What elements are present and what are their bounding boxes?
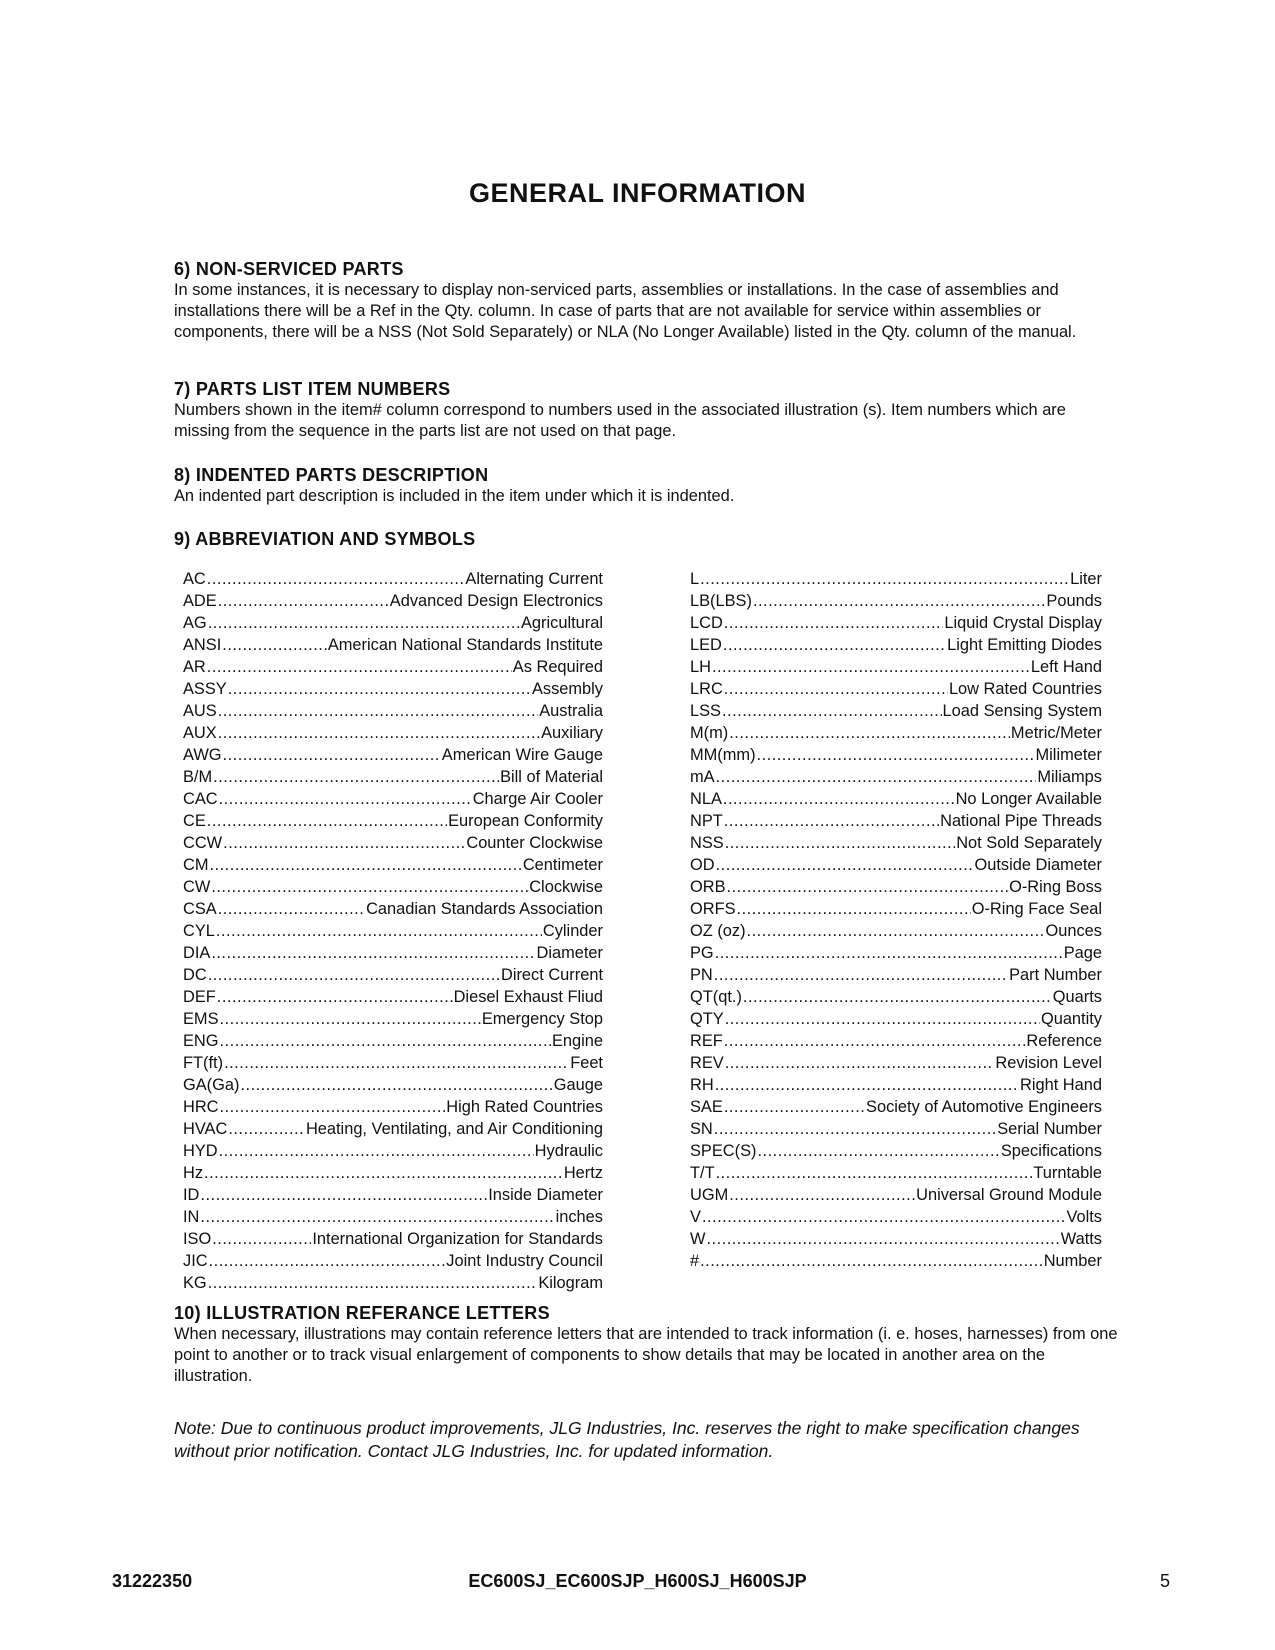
abbreviation-row: [183, 876, 603, 898]
abbreviation-row: [690, 634, 1102, 656]
abbreviation-row: [690, 986, 1102, 1008]
dot-leader: [222, 634, 327, 656]
abbreviation-code: QT(qt.): [690, 988, 742, 1006]
section-parts-list-item-numbers: [174, 378, 1124, 442]
abbreviation-row: [690, 854, 1102, 876]
abbreviation-row: [183, 898, 603, 920]
abbreviation-code: W: [690, 1230, 706, 1248]
abbreviation-code: JIC: [183, 1252, 208, 1270]
dot-leader: [712, 656, 1030, 678]
abbreviation-meaning: Inside Diameter: [488, 1186, 603, 1204]
dot-leader: [216, 920, 542, 942]
abbreviation-meaning: Centimeter: [522, 856, 603, 874]
abbreviation-code: AUX: [183, 724, 217, 742]
dot-leader: [729, 1184, 915, 1206]
abbreviation-meaning: Diesel Exhaust Fliud: [453, 988, 603, 1006]
abbreviation-code: M(m): [690, 724, 729, 742]
abbreviation-meaning: Right Hand: [1019, 1076, 1102, 1094]
abbreviation-code: mA: [690, 768, 715, 786]
abbreviation-row: [690, 1118, 1102, 1140]
dot-leader: [706, 1228, 1059, 1250]
abbreviation-meaning: inches: [555, 1208, 603, 1226]
section-body: When necessary, illustrations may contain reference letters that are intended to track information (i. e. hoses, harnesses) from one point to another or to track visual enlargement of components to show details that may be located in another area on the illustration.: [174, 1325, 1118, 1385]
section-illustration-reference-letters: [174, 1302, 1124, 1387]
abbreviation-row: [183, 964, 603, 986]
abbreviation-code: B/M: [183, 768, 213, 786]
abbreviation-meaning: O-Ring Face Seal: [971, 900, 1102, 918]
dot-leader: [207, 810, 447, 832]
dot-leader: [724, 1096, 865, 1118]
dot-leader: [218, 898, 365, 920]
section-heading: 8) INDENTED PARTS DESCRIPTION: [174, 465, 489, 485]
dot-leader: [743, 986, 1052, 1008]
dot-leader: [723, 788, 955, 810]
dot-leader: [220, 1008, 481, 1030]
abbreviation-code: AG: [183, 614, 207, 632]
dot-leader: [702, 1206, 1066, 1228]
dot-leader: [757, 744, 1035, 766]
abbreviation-row: [690, 876, 1102, 898]
abbreviation-code: LRC: [690, 680, 723, 698]
dot-leader: [715, 942, 1063, 964]
abbreviation-meaning: Low Rated Countries: [948, 680, 1102, 698]
abbreviation-code: CYL: [183, 922, 215, 940]
abbreviation-list-right: [690, 568, 1102, 1272]
abbreviation-code: AC: [183, 570, 206, 588]
abbreviation-meaning: Charge Air Cooler: [472, 790, 603, 808]
abbreviation-meaning: Quarts: [1052, 988, 1102, 1006]
abbreviation-code: MM(mm): [690, 746, 756, 764]
dot-leader: [714, 964, 1008, 986]
abbreviation-list-left: [183, 568, 603, 1294]
abbreviation-meaning: Serial Number: [997, 1120, 1102, 1138]
abbreviation-row: [183, 1096, 603, 1118]
dot-leader: [224, 1052, 569, 1074]
section-non-serviced-parts: [174, 258, 1124, 343]
abbreviation-meaning: Liter: [1070, 570, 1102, 588]
abbreviation-code: IN: [183, 1208, 200, 1226]
abbreviation-meaning: European Conformity: [448, 812, 603, 830]
abbreviation-row: [690, 920, 1102, 942]
abbreviation-code: LED: [690, 636, 722, 654]
abbreviation-meaning: Australia: [539, 702, 603, 720]
abbreviation-row: [690, 898, 1102, 920]
abbreviation-meaning: Revision Level: [995, 1054, 1102, 1072]
abbreviation-row: [183, 1118, 603, 1140]
abbreviation-meaning: Pounds: [1046, 592, 1102, 610]
abbreviation-code: T/T: [690, 1164, 715, 1182]
abbreviation-meaning: Canadian Standards Association: [366, 900, 603, 918]
abbreviation-row: [690, 942, 1102, 964]
abbreviation-meaning: High Rated Countries: [446, 1098, 603, 1116]
abbreviation-meaning: International Organization for Standards: [312, 1230, 603, 1248]
abbreviation-meaning: Miliamps: [1037, 768, 1102, 786]
abbreviation-row: [690, 656, 1102, 678]
abbreviation-meaning: O-Ring Boss: [1009, 878, 1102, 896]
abbreviation-code: CCW: [183, 834, 223, 852]
dot-leader: [220, 1030, 551, 1052]
dot-leader: [217, 986, 453, 1008]
dot-leader: [725, 1008, 1040, 1030]
abbreviation-meaning: Engine: [551, 1032, 603, 1050]
abbreviation-row: [183, 1206, 603, 1228]
abbreviation-code: #: [690, 1252, 700, 1270]
abbreviation-code: ADE: [183, 592, 217, 610]
abbreviation-meaning: Heating, Ventilating, and Air Conditioning: [305, 1120, 603, 1138]
dot-leader: [724, 612, 944, 634]
abbreviation-row: [690, 810, 1102, 832]
abbreviation-row: [183, 1250, 603, 1272]
dot-leader: [211, 876, 528, 898]
abbreviation-code: NSS: [690, 834, 724, 852]
section-body: In some instances, it is necessary to display non-serviced parts, assemblies or installations. In the case of assemblies and installations there will be a Ref in the Qty. column. In case of parts that are not available for service within assemblies or components, there will be a NSS (Not Sold Separately) or NLA (No Longer Available) listed in the Qty. column of the manual.: [174, 281, 1077, 341]
abbreviation-meaning: Load Sensing System: [942, 702, 1102, 720]
abbreviation-meaning: Outside Diameter: [974, 856, 1102, 874]
abbreviation-code: AUS: [183, 702, 217, 720]
abbreviation-row: [690, 832, 1102, 854]
dot-leader: [209, 1250, 446, 1272]
abbreviation-meaning: Advanced Design Electronics: [389, 592, 603, 610]
abbreviation-code: ASSY: [183, 680, 227, 698]
footer-doc-number: 31222350: [112, 1571, 193, 1591]
abbreviation-code: FT(ft): [183, 1054, 224, 1072]
abbreviation-row: [690, 1250, 1102, 1272]
abbreviation-row: [183, 1140, 603, 1162]
abbreviation-code: HVAC: [183, 1120, 228, 1138]
abbreviation-meaning: Number: [1043, 1252, 1102, 1270]
section-heading: 6) NON-SERVICED PARTS: [174, 259, 404, 279]
abbreviation-code: ID: [183, 1186, 200, 1204]
abbreviation-code: GA(Ga): [183, 1076, 240, 1094]
abbreviation-code: CE: [183, 812, 206, 830]
abbreviation-meaning: Counter Clockwise: [466, 834, 603, 852]
dot-leader: [210, 854, 522, 876]
dot-leader: [753, 590, 1045, 612]
footer-page-number: 5: [1160, 1571, 1171, 1591]
abbreviation-meaning: Liquid Crystal Display: [944, 614, 1102, 632]
abbreviation-row: [690, 1052, 1102, 1074]
abbreviation-code: CM: [183, 856, 209, 874]
abbreviation-meaning: Reference: [1026, 1032, 1102, 1050]
abbreviation-meaning: Direct Current: [500, 966, 603, 984]
dot-leader: [228, 1118, 305, 1140]
dot-leader: [724, 678, 948, 700]
abbreviation-meaning: Gauge: [553, 1076, 603, 1094]
abbreviation-row: [690, 590, 1102, 612]
abbreviation-row: [183, 832, 603, 854]
dot-leader: [220, 1096, 446, 1118]
dot-leader: [223, 832, 465, 854]
abbreviation-code: LH: [690, 658, 711, 676]
abbreviation-row: [183, 700, 603, 722]
dot-leader: [240, 1074, 552, 1096]
abbreviation-code: CAC: [183, 790, 218, 808]
abbreviation-row: [690, 612, 1102, 634]
dot-leader: [747, 920, 1045, 942]
abbreviation-code: SPEC(S): [690, 1142, 757, 1160]
abbreviation-meaning: Light Emitting Diodes: [947, 636, 1102, 654]
abbreviation-meaning: Quantity: [1040, 1010, 1102, 1028]
abbreviation-row: [183, 1272, 603, 1294]
dot-leader: [700, 1250, 1043, 1272]
abbreviation-meaning: Hydraulic: [534, 1142, 603, 1160]
abbreviation-row: [183, 854, 603, 876]
abbreviation-row: [690, 568, 1102, 590]
abbreviation-code: LCD: [690, 614, 723, 632]
abbreviation-code: REV: [690, 1054, 724, 1072]
abbreviation-code: AR: [183, 658, 206, 676]
abbreviation-code: CW: [183, 878, 211, 896]
dot-leader: [724, 1030, 1026, 1052]
abbreviation-code: HYD: [183, 1142, 218, 1160]
dot-leader: [729, 722, 1010, 744]
dot-leader: [200, 1206, 554, 1228]
abbreviation-meaning: American National Standards Institute: [327, 636, 603, 654]
section-body: An indented part description is included in the item under which it is indented.: [174, 487, 735, 505]
abbreviation-row: [183, 1074, 603, 1096]
section-indented-parts-description: [174, 464, 1124, 507]
abbreviation-row: [183, 788, 603, 810]
dot-leader: [207, 568, 465, 590]
abbreviation-meaning: Universal Ground Module: [916, 1186, 1102, 1204]
abbreviation-row: [183, 1008, 603, 1030]
dot-leader: [737, 898, 971, 920]
dot-leader: [204, 1162, 563, 1184]
dot-leader: [716, 854, 974, 876]
abbreviation-row: [183, 920, 603, 942]
abbreviation-row: [183, 1228, 603, 1250]
abbreviation-code: AWG: [183, 746, 222, 764]
dot-leader: [208, 1272, 538, 1294]
abbreviation-meaning: Milimeter: [1035, 746, 1102, 764]
abbreviation-meaning: Kilogram: [538, 1274, 603, 1292]
abbreviation-row: [690, 722, 1102, 744]
abbreviation-code: SN: [690, 1120, 713, 1138]
abbreviation-meaning: Metric/Meter: [1010, 724, 1102, 742]
dot-leader: [219, 788, 472, 810]
abbreviation-code: ORB: [690, 878, 726, 896]
abbreviation-meaning: Left Hand: [1030, 658, 1102, 676]
abbreviation-meaning: Alternating Current: [465, 570, 603, 588]
abbreviation-row: [690, 1140, 1102, 1162]
abbreviation-code: DEF: [183, 988, 216, 1006]
abbreviation-code: RH: [690, 1076, 714, 1094]
abbreviation-meaning: Turntable: [1033, 1164, 1102, 1182]
abbreviation-row: [183, 744, 603, 766]
dot-leader: [218, 700, 539, 722]
abbreviation-meaning: No Longer Available: [955, 790, 1102, 808]
abbreviation-row: [690, 700, 1102, 722]
abbreviation-code: EMS: [183, 1010, 219, 1028]
abbreviation-code: UGM: [690, 1186, 729, 1204]
abbreviation-code: DC: [183, 966, 207, 984]
section-body: Numbers shown in the item# column correspond to numbers used in the associated illustration (s). Item numbers which are missing from the sequence in the parts list are not used on that page.: [174, 401, 1066, 440]
abbreviation-row: [690, 1162, 1102, 1184]
dot-leader: [213, 766, 499, 788]
abbreviation-meaning: Volts: [1066, 1208, 1102, 1226]
dot-leader: [725, 1052, 995, 1074]
abbreviation-code: V: [690, 1208, 701, 1226]
abbreviation-row: [690, 788, 1102, 810]
dot-leader: [715, 1074, 1019, 1096]
abbreviation-code: LB(LBS): [690, 592, 752, 610]
abbreviation-meaning: Society of Automotive Engineers: [866, 1098, 1102, 1116]
abbreviation-code: LSS: [690, 702, 721, 720]
dot-leader: [725, 832, 956, 854]
page-title: GENERAL INFORMATION: [469, 178, 806, 208]
dot-leader: [757, 1140, 999, 1162]
abbreviation-code: OD: [690, 856, 715, 874]
abbreviation-meaning: National Pipe Threads: [940, 812, 1102, 830]
section-heading: 10) ILLUSTRATION REFERANCE LETTERS: [174, 1303, 550, 1323]
abbreviation-meaning: Not Sold Separately: [956, 834, 1102, 852]
abbreviation-row: [690, 1074, 1102, 1096]
abbreviation-code: ANSI: [183, 636, 222, 654]
abbreviation-row: [690, 1008, 1102, 1030]
dot-leader: [727, 876, 1009, 898]
dot-leader: [211, 942, 535, 964]
abbreviation-code: QTY: [690, 1010, 724, 1028]
abbreviation-row: [690, 744, 1102, 766]
abbreviation-meaning: Emergency Stop: [481, 1010, 603, 1028]
dot-leader: [228, 678, 531, 700]
abbreviation-row: [183, 612, 603, 634]
abbreviation-row: [690, 1228, 1102, 1250]
abbreviation-meaning: Page: [1063, 944, 1102, 962]
abbreviation-code: NLA: [690, 790, 722, 808]
abbreviation-code: NPT: [690, 812, 723, 830]
abbreviation-meaning: American Wire Gauge: [441, 746, 603, 764]
abbreviation-row: [183, 1052, 603, 1074]
abbreviation-code: DIA: [183, 944, 211, 962]
abbreviation-row: [183, 810, 603, 832]
abbreviation-code: PN: [690, 966, 713, 984]
dot-leader: [200, 1184, 487, 1206]
dot-leader: [207, 656, 512, 678]
abbreviation-meaning: Part Number: [1009, 966, 1102, 984]
abbreviation-meaning: Feet: [570, 1054, 603, 1072]
abbreviation-row: [183, 986, 603, 1008]
section-heading: 7) PARTS LIST ITEM NUMBERS: [174, 379, 451, 399]
abbreviation-code: OZ (oz): [690, 922, 746, 940]
abbreviation-row: [183, 1162, 603, 1184]
abbreviation-meaning: Diameter: [536, 944, 603, 962]
abbreviation-code: L: [690, 570, 700, 588]
abbreviation-row: [183, 1030, 603, 1052]
abbreviation-meaning: Agricultural: [521, 614, 603, 632]
dot-leader: [223, 744, 441, 766]
abbreviation-row: [183, 942, 603, 964]
abbreviation-code: ISO: [183, 1230, 212, 1248]
abbreviation-meaning: Bill of Material: [500, 768, 603, 786]
abbreviation-meaning: Ounces: [1045, 922, 1102, 940]
abbreviation-meaning: Assembly: [531, 680, 603, 698]
dot-leader: [714, 1118, 996, 1140]
dot-leader: [723, 634, 946, 656]
abbreviation-row: [183, 678, 603, 700]
abbreviation-meaning: Auxiliary: [541, 724, 603, 742]
dot-leader: [722, 700, 942, 722]
abbreviation-row: [690, 964, 1102, 986]
abbreviation-meaning: Specifications: [1000, 1142, 1102, 1160]
abbreviation-row: [183, 1184, 603, 1206]
dot-leader: [218, 590, 389, 612]
abbreviation-code: Hz: [183, 1164, 204, 1182]
abbreviation-code: CSA: [183, 900, 217, 918]
abbreviation-row: [183, 590, 603, 612]
abbreviation-meaning: As Required: [512, 658, 603, 676]
abbreviation-meaning: Joint Industry Council: [446, 1252, 603, 1270]
abbreviation-row: [183, 722, 603, 744]
dot-leader: [218, 722, 540, 744]
abbreviation-row: [690, 678, 1102, 700]
abbreviation-meaning: Clockwise: [529, 878, 603, 896]
dot-leader: [716, 766, 1037, 788]
abbreviation-row: [183, 766, 603, 788]
abbreviation-row: [690, 1184, 1102, 1206]
abbreviation-code: PG: [690, 944, 714, 962]
abbreviation-code: ORFS: [690, 900, 736, 918]
abbreviation-code: HRC: [183, 1098, 219, 1116]
abbreviation-row: [183, 568, 603, 590]
abbreviation-meaning: Watts: [1060, 1230, 1102, 1248]
dot-leader: [219, 1140, 534, 1162]
dot-leader: [700, 568, 1069, 590]
note: Note: Due to continuous product improvements, JLG Industries, Inc. reserves the right to make specification changes without prior notification. Contact JLG Industries, Inc. for updated information.: [174, 1418, 1080, 1461]
section-heading: 9) ABBREVIATION AND SYMBOLS: [174, 529, 476, 549]
abbreviation-row: [690, 1030, 1102, 1052]
abbreviation-code: KG: [183, 1274, 207, 1292]
abbreviation-row: [183, 634, 603, 656]
dot-leader: [212, 1228, 311, 1250]
abbreviation-meaning: Hertz: [563, 1164, 603, 1182]
footer-models: EC600SJ_EC600SJP_H600SJ_H600SJP: [468, 1571, 807, 1591]
abbreviation-row: [690, 766, 1102, 788]
abbreviation-meaning: Cylinder: [542, 922, 603, 940]
dot-leader: [724, 810, 939, 832]
abbreviation-code: ENG: [183, 1032, 219, 1050]
abbreviation-row: [690, 1206, 1102, 1228]
abbreviation-row: [183, 656, 603, 678]
dot-leader: [208, 612, 520, 634]
abbreviation-code: REF: [690, 1032, 723, 1050]
section-abbreviations: [174, 528, 1124, 550]
dot-leader: [716, 1162, 1033, 1184]
dot-leader: [208, 964, 500, 986]
abbreviation-code: SAE: [690, 1098, 723, 1116]
abbreviation-row: [690, 1096, 1102, 1118]
